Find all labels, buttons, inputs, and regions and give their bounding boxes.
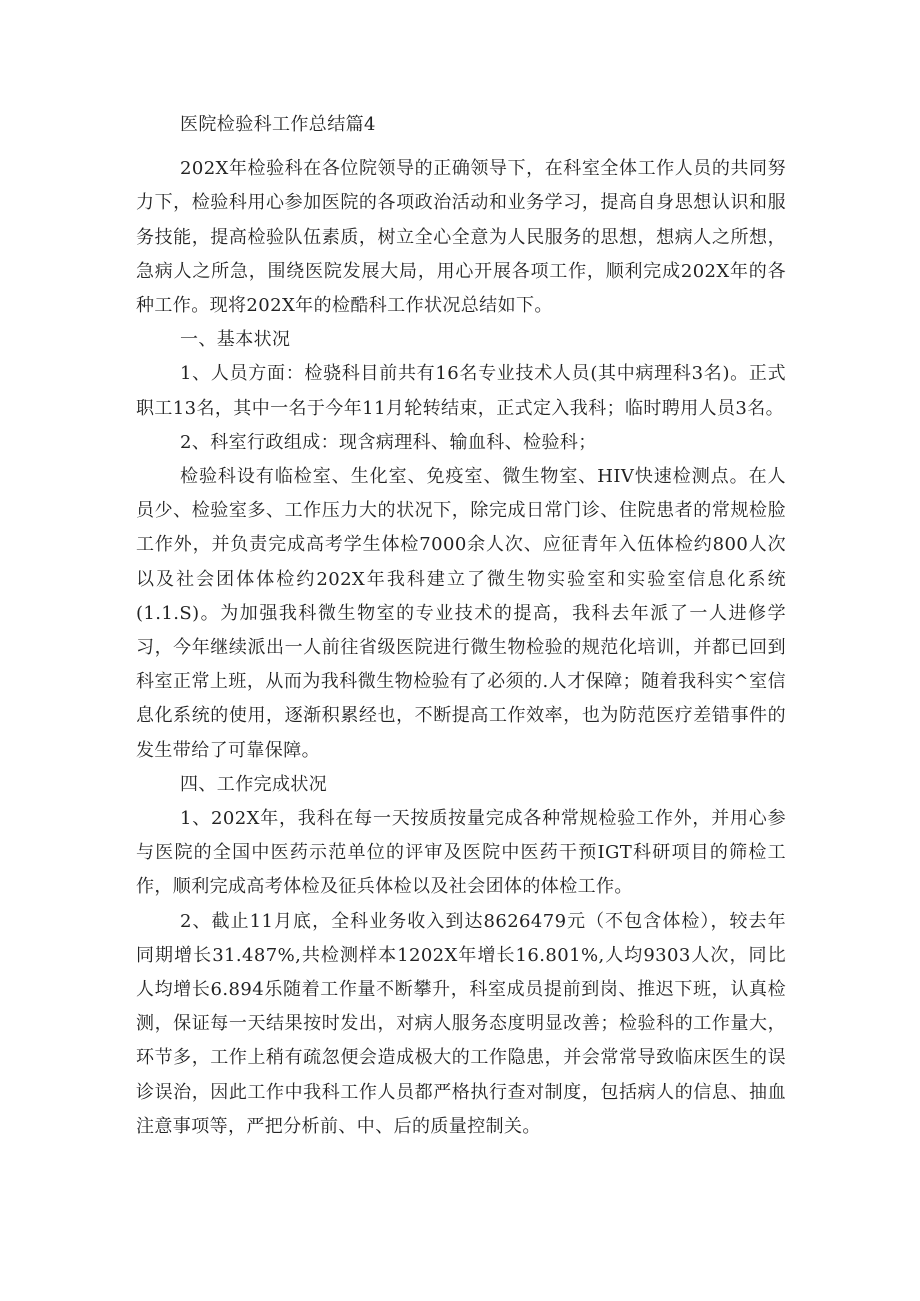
document-body <box>136 108 786 1144</box>
document-title: 医院检验科工作总结篇4 <box>180 114 376 135</box>
paragraph-department-composition: 2、科室行政组成：现含病理科、输血科、检验科； <box>180 431 597 453</box>
paragraph-staffing: 1、人员方面：检骁科目前共有16名专业技术人员(其中病理科3名)。正式职工13名，其中一名于今年11月轮转结束，正式定入我科；临时聘用人员3名。 <box>136 363 786 419</box>
section-heading-basic-status: 一、基本状况 <box>180 329 291 351</box>
section-heading-work-completion: 四、工作完成状况 <box>180 773 328 795</box>
paragraph-intro: 202X年检验科在各位院领导的正确领导下，在科室全体工作人员的共同努力下，检验科用心参加医院的各项政治活动和业务学习，提高自身思想认识和服务技能，提高检验队伍素质，树立全心全意为人民服务的思想，想病人之所想，急病人之所急，围绕医院发展大局，用心开展各项工作，顺利完成202X年的各种工作。现将202X年的检酷科工作状况总结如下。 <box>136 158 786 317</box>
paragraph-work-item-1: 1、202X年，我科在每一天按质按量完成各种常规检验工作外，并用心参与医院的全国中医药示范单位的评审及医院中医药干预IGT科研项目的筛检工作，顺利完成高考体检及征兵体检以及社会团体的体检工作。 <box>136 808 786 898</box>
paragraph-lab-details: 检验科设有临检室、生化室、免疫室、微生物室、HIV快速检测点。在人员少、检验室多、工作压力大的状况下，除完成日常门诊、住院患者的常规检脸工作外，并负责完成高考学生体检7000余人次、应征青年入伍体检约800人次以及社会团体体检约202X年我科建立了微生物实验室和实验室信息化系统(1.1.S)。为加强我科微生物室的专业技术的提高，我科去年派了一人进修学习，今年继续派出一人前往省级医院进行微生物检验的规范化培训，并都已回到科室正常上班，从而为我科微生物检验有了必须的.人才保障；随着我科实^室信息化系统的使用，逐渐积累经也，不断提高工作效率，也为防范医疗差错事件的发生带给了可靠保障。 <box>136 466 786 761</box>
paragraph-work-item-2: 2、截止11月底，全科业务收入到达8626479元（不包含体检），较去年同期增长31.487%,共检测样本1202X年增长16.801%,人均9303人次，同比人均增长6.894乐随着工作量不断攀升，科室成员提前到岗、推迟下班，认真检测，保证每一天结果按时发出，对病人服务态度明显改善；检验科的工作量大，环节多，工作上稍有疏忽便会造成极大的工作隐患，并会常常导致临床医生的误诊误治，因此工作中我科工作人员都严格执行查对制度，包括病人的信息、抽血注意事项等，严把分析前、中、后的质量控制关。 <box>136 910 786 1137</box>
